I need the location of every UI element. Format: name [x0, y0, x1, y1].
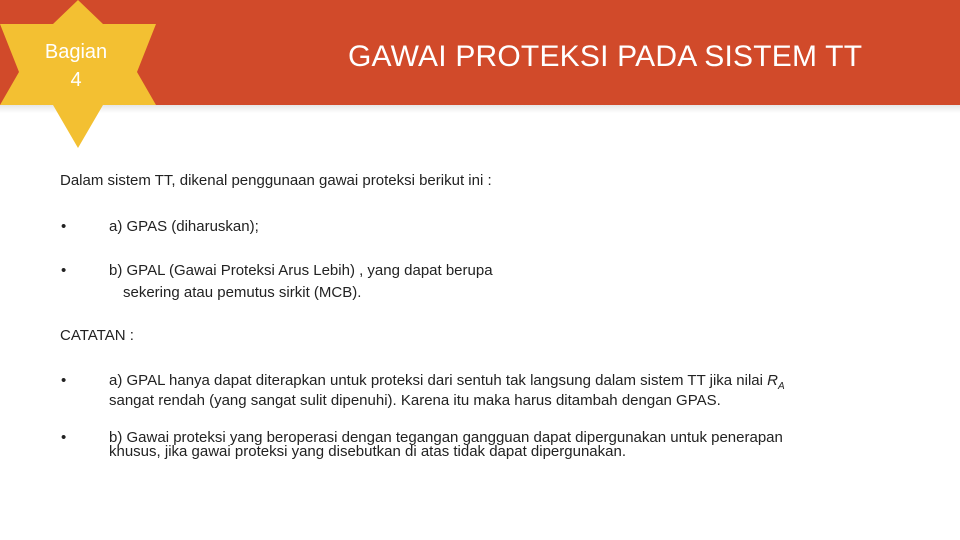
list-item-gpal [109, 262, 493, 302]
bullet-3: • [61, 372, 67, 389]
catatan-label: CATATAN : [60, 327, 134, 344]
resistance-subscript: A [778, 381, 785, 392]
list-item-text: b) GPAL (Gawai Proteksi Arus Lebih) , yang dapat berupa [109, 262, 493, 279]
page-title: GAWAI PROTEKSI PADA SISTEM TT [348, 40, 863, 73]
intro-text: Dalam sistem TT, dikenal penggunaan gawai proteksi berikut ini : [60, 172, 492, 189]
note-text: b) Gawai proteksi yang beroperasi dengan tegangan gangguan dapat dipergunakan untuk penerapan [109, 429, 783, 446]
note-line [109, 374, 785, 394]
section-badge-label: Bagian [44, 41, 108, 63]
list-item-text: a) GPAS (diharuskan); [109, 218, 259, 235]
note-item-b [109, 431, 783, 459]
bullet-2: • [61, 262, 67, 279]
list-item-gpas [109, 218, 259, 236]
bullet-1: • [61, 218, 67, 235]
note-item-a [109, 374, 785, 408]
list-item-text-continued: sekering atau pemutus sirkit (MCB). [123, 284, 362, 301]
note-text: a) GPAL hanya dapat diterapkan untuk proteksi dari sentuh tak langsung dalam sistem TT jika nilai [109, 372, 768, 389]
bullet-4: • [61, 429, 67, 446]
section-badge [36, 38, 116, 94]
resistance-symbol: R [767, 372, 778, 389]
note-text-continued: khusus, jika gawai proteksi yang disebutkan di atas tidak dapat dipergunakan. [109, 443, 626, 460]
section-badge-number: 4 [70, 69, 82, 91]
note-text-continued: sangat rendah (yang sangat sulit dipenuhi). Karena itu maka harus ditambah dengan GPAS. [109, 392, 721, 409]
